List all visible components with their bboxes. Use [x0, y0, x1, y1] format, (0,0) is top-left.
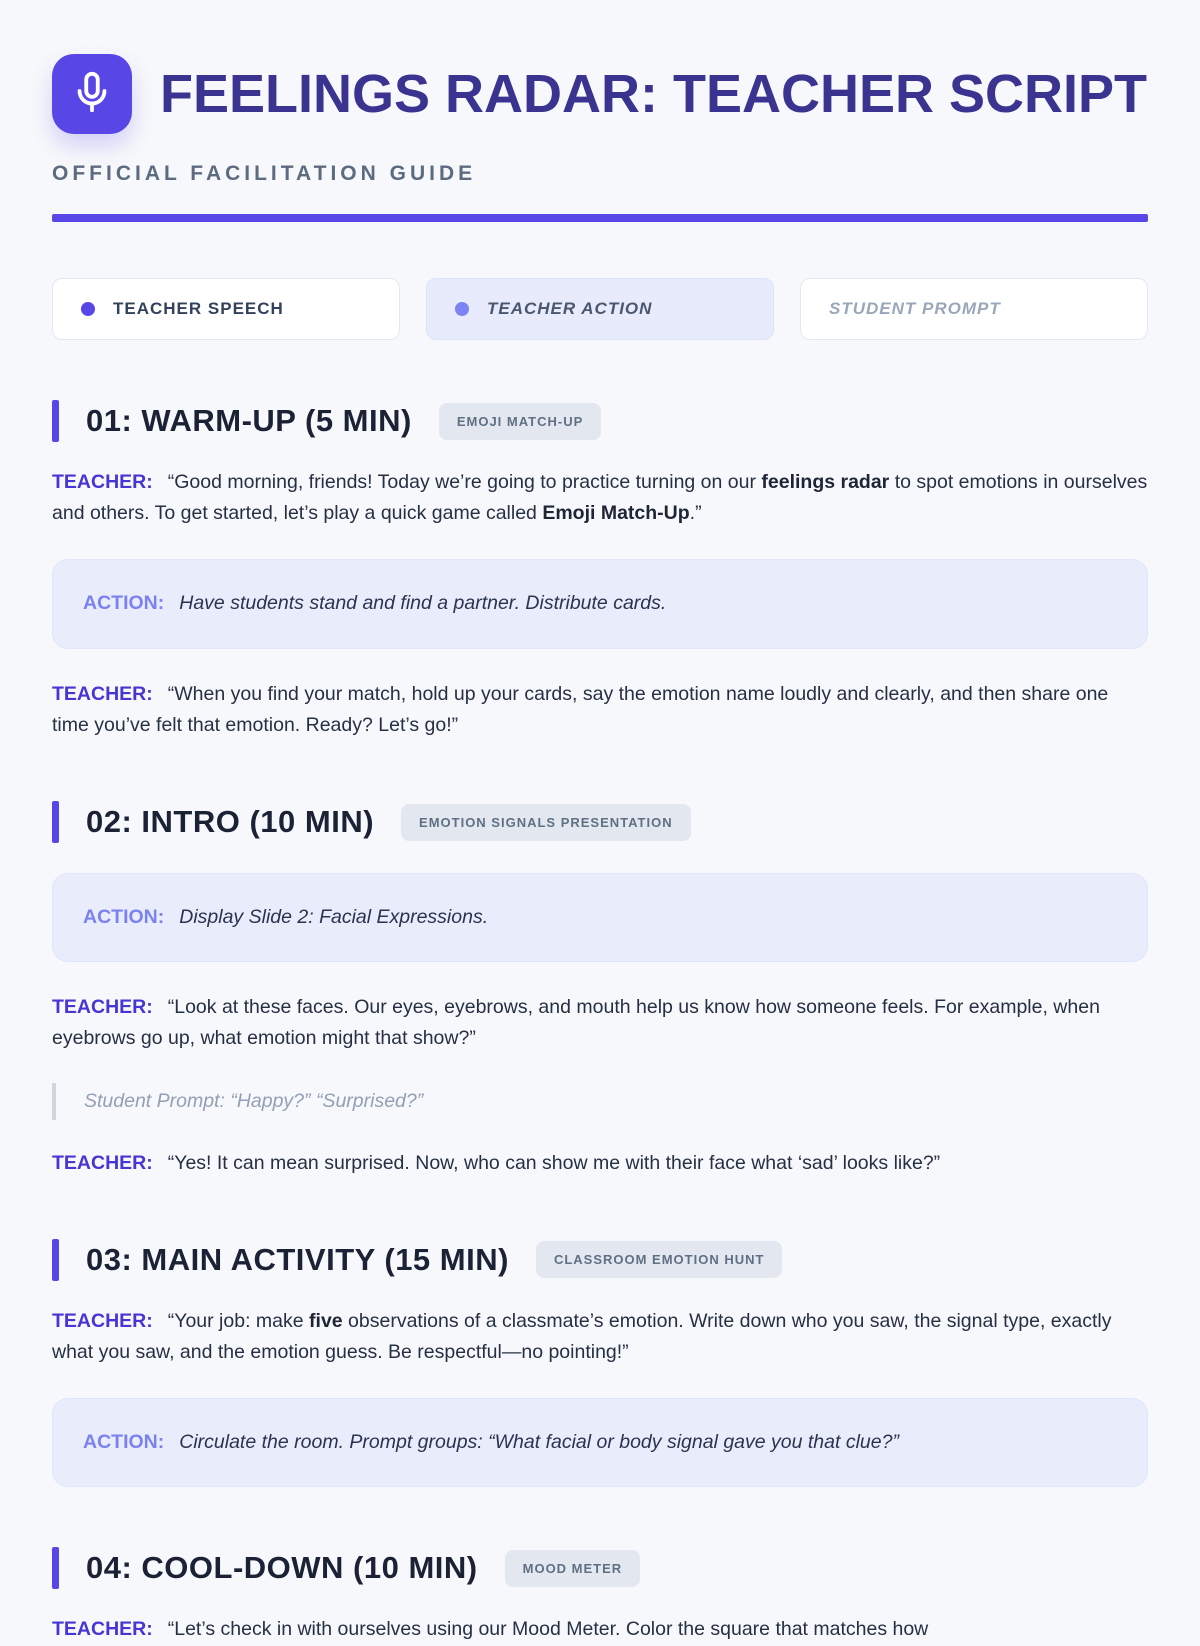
action-label: ACTION: [83, 906, 165, 928]
legend [52, 278, 1148, 340]
header [52, 54, 1148, 134]
section-title: 03: MAIN ACTIVITY (15 MIN) [86, 1241, 509, 1277]
teacher-action-box [52, 873, 1148, 962]
speech-text: .” [689, 502, 702, 525]
section-badge: EMOTION SIGNALS PRESENTATION [401, 804, 691, 841]
section-badge: MOOD METER [505, 1550, 641, 1587]
teacher-speech [52, 1148, 1148, 1179]
action-dot-icon [455, 302, 469, 316]
action-text: Circulate the room. Prompt groups: “What facial or body signal gave you that clue?” [179, 1431, 899, 1454]
student-prompt [52, 1083, 1148, 1120]
teacher-speech [52, 1306, 1148, 1368]
teacher-speech [52, 679, 1148, 741]
speech-text: “Let’s check in with ourselves using our Mood Meter. Color the square that matches how [167, 1618, 929, 1641]
section-accent-bar [52, 1239, 59, 1281]
speech-bold: five [309, 1309, 343, 1332]
section-badge: CLASSROOM EMOTION HUNT [536, 1241, 783, 1278]
action-label: ACTION: [83, 592, 165, 615]
teacher-speech [52, 467, 1148, 529]
student-prompt-text: Student Prompt: “Happy?” “Surprised?” [84, 1089, 424, 1112]
speech-text: “When you find your match, hold up your cards, say the emotion name loudly and clearly, and then share one time you’ve felt that emotion. Ready? Let’s go!” [52, 682, 1109, 736]
accent-divider [52, 214, 1148, 222]
speech-bold: feelings radar [761, 471, 890, 493]
section-accent-bar [52, 400, 59, 442]
section-heading-01 [52, 400, 1148, 442]
page-subtitle: OFFICIAL FACILITATION GUIDE [52, 162, 477, 185]
app-icon [52, 54, 132, 134]
teacher-speech [52, 1614, 1148, 1645]
teacher-label: TEACHER: [52, 996, 153, 1019]
section-accent-bar [52, 801, 59, 843]
legend-chip-label: STUDENT PROMPT [829, 299, 1001, 318]
speech-text: observations of a classmate’s emotion. Write down who you saw, the signal type, exactly what you saw, and the emotion guess. Be respectful—no pointing!” [52, 1309, 1112, 1363]
speech-dot-icon [81, 302, 95, 316]
teacher-label: TEACHER: [52, 1309, 153, 1332]
section-heading-02 [52, 801, 1148, 843]
section-heading-04 [52, 1547, 1148, 1589]
speech-text: “Good morning, friends! Today we’re going to practice turning on our [167, 471, 762, 493]
page-title: FEELINGS RADAR: TEACHER SCRIPT [160, 64, 1148, 124]
teacher-label: TEACHER: [52, 682, 153, 705]
section-heading-03 [52, 1239, 1148, 1281]
teacher-action-box [52, 559, 1148, 648]
teacher-speech [52, 992, 1148, 1054]
teacher-label: TEACHER: [52, 471, 153, 493]
speech-text: “Yes! It can mean surprised. Now, who can show me with their face what ‘sad’ looks like?” [167, 1151, 941, 1174]
teacher-label: TEACHER: [52, 1151, 153, 1174]
action-text: Display Slide 2: Facial Expressions. [179, 906, 489, 928]
action-text: Have students stand and find a partner. Distribute cards. [179, 592, 667, 615]
microphone-icon [69, 69, 115, 120]
legend-chip-teacher-speech[interactable] [52, 278, 400, 340]
speech-text: “Look at these faces. Our eyes, eyebrows, and mouth help us know how someone feels. For example, when eyebrows go up, what emotion might that show?” [52, 996, 1100, 1050]
section-title: 04: COOL-DOWN (10 MIN) [86, 1550, 478, 1586]
section-title: 02: INTRO (10 MIN) [86, 804, 375, 839]
action-label: ACTION: [83, 1431, 165, 1454]
section-badge: EMOJI MATCH-UP [439, 403, 601, 440]
speech-text: “Your job: make [167, 1309, 310, 1332]
teacher-label: TEACHER: [52, 1618, 153, 1641]
teacher-action-box [52, 1398, 1148, 1487]
legend-chip-student-prompt[interactable] [800, 278, 1148, 340]
speech-bold: Emoji Match-Up [542, 502, 690, 525]
section-accent-bar [52, 1547, 59, 1589]
legend-chip-label: TEACHER SPEECH [113, 299, 284, 318]
section-title: 01: WARM-UP (5 MIN) [86, 403, 412, 438]
legend-chip-teacher-action[interactable] [426, 278, 774, 340]
speech-text: to spot emotions in ourselves and others. To get started, let’s play a quick game called [52, 471, 1148, 525]
legend-chip-label: TEACHER ACTION [487, 299, 653, 318]
